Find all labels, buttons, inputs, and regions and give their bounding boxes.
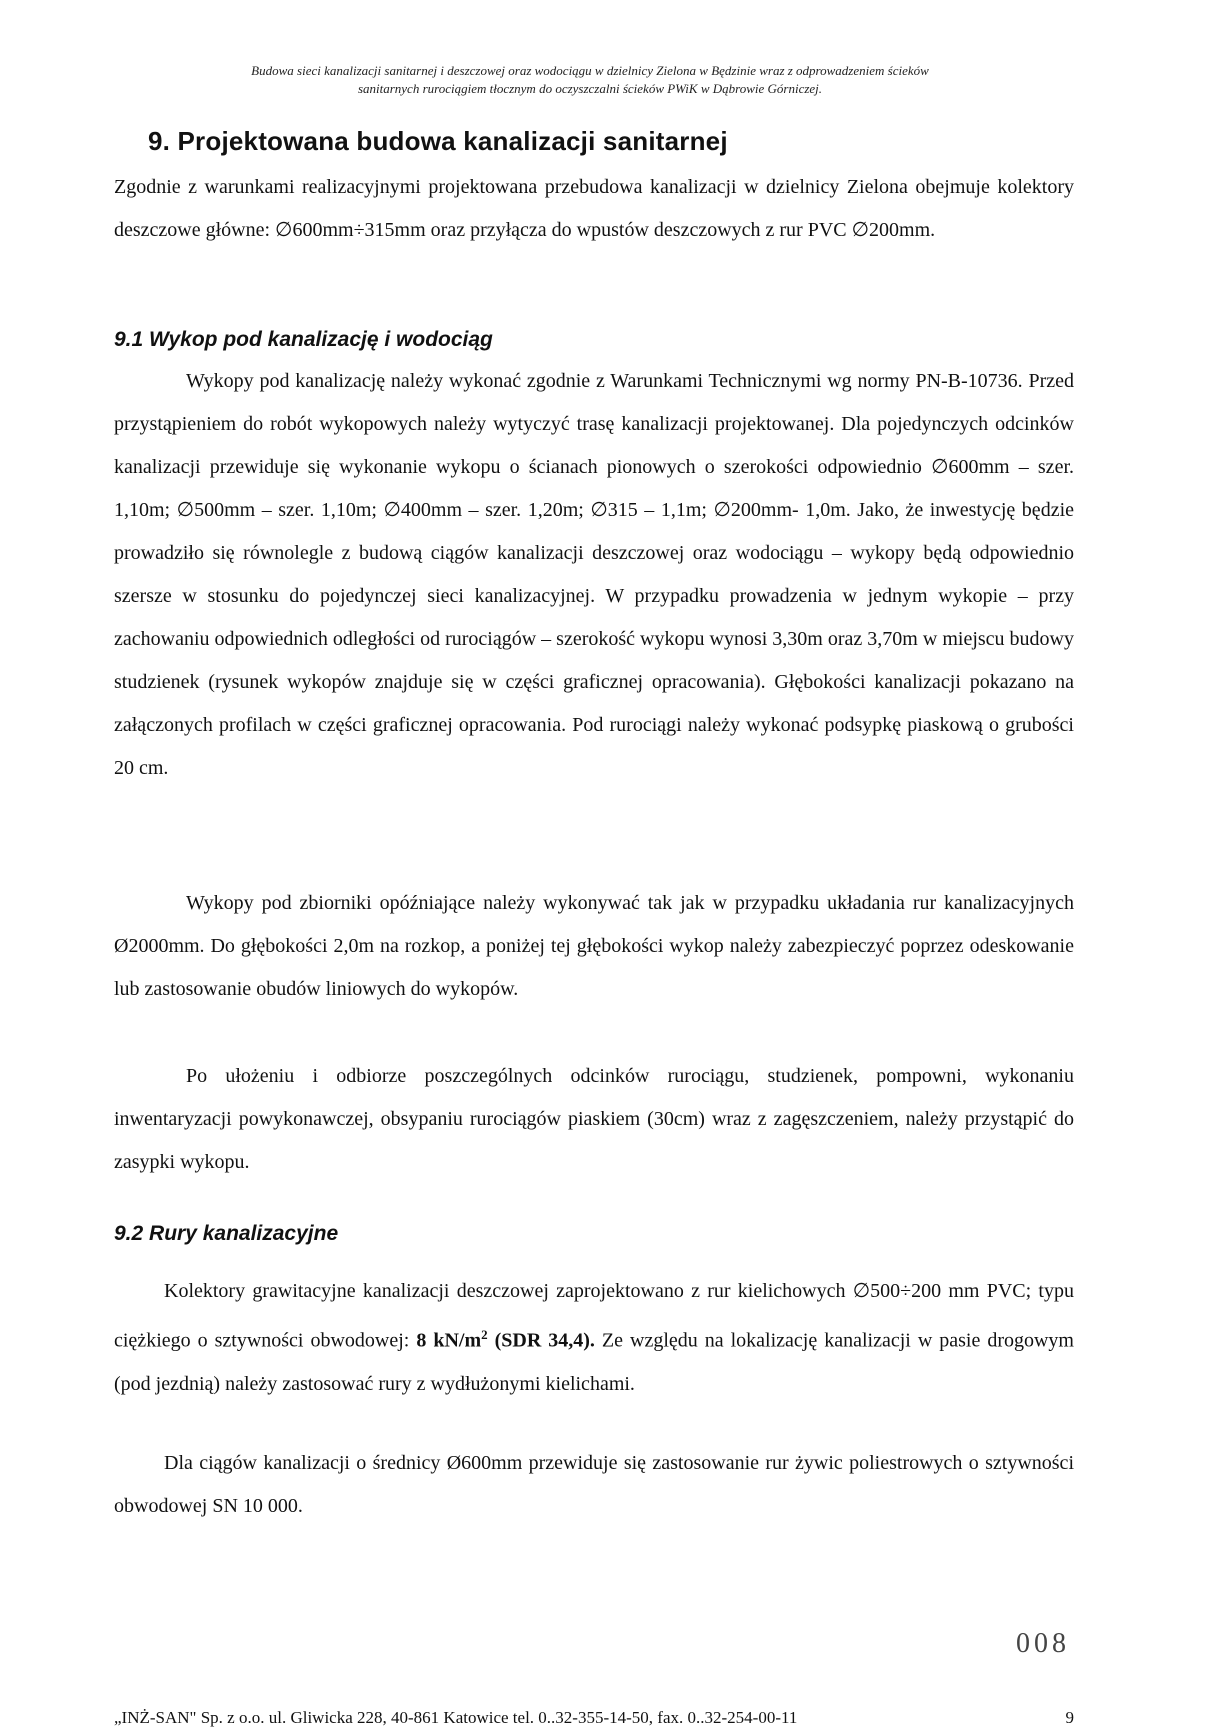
sdr-value: (SDR 34,4). (487, 1329, 595, 1352)
section-9-body: Zgodnie z warunkami realizacyjnymi projektowana przebudowa kanalizacji w dzielnicy Zielona obejmuje kolektory deszczowe główne: ∅600mm÷315mm oraz przyłącza do wpustów deszczowych z rur PVC ∅200mm. (114, 176, 1074, 241)
section-9-2-title: 9.2 Rury kanalizacyjne (114, 1222, 339, 1245)
handwritten-page-stamp: 008 (1016, 1628, 1070, 1659)
pipe-text-end: Ze względu na lokalizację kanalizacji w pasie drogowym (pod jezdnią) należy zastosować rury z wydłużonymi kielichami. (114, 1329, 1074, 1395)
page-footer (114, 1708, 1074, 1728)
section-9-2-paragraph-2: Dla ciągów kanalizacji o średnicy Ø600mm przewiduje się zastosowanie rur żywic poliestrowych o sztywności obwodowej SN 10 000. (114, 1452, 1074, 1517)
section-9-1-paragraph-2: Wykopy pod zbiorniki opóźniające należy wykonywać tak jak w przypadku układania rur kanalizacyjnych Ø2000mm. Do głębokości 2,0m na rozkop, a poniżej tej głębokości wykop należy zabezpieczyć poprzez odeskowanie lub zastosowanie obudów liniowych do wykopów. (114, 892, 1074, 1000)
header-line-1: Budowa sieci kanalizacji sanitarnej i deszczowej oraz wodociągu w dzielnicy Zielona w Będzinie wraz z odprowadzeniem ścieków (251, 63, 929, 78)
pipe-text-start: Kolektory grawitacyjne kanalizacji deszczowej zaprojektowano z rur kielichowych ∅500÷200 mm PVC; typu ciężkiego o sztywności obwodowej: (114, 1280, 1074, 1352)
section-9-1-title: 9.1 Wykop pod kanalizację i wodociąg (114, 328, 493, 351)
header-line-2: sanitarnych rurociągiem tłocznym do oczyszczalni ścieków PWiK w Dąbrowie Górniczej. (357, 81, 823, 96)
section-9-1-paragraph-3: Po ułożeniu i odbiorze poszczególnych odcinków rurociągu, studzienek, pompowni, wykonaniu inwentaryzacji powykonawczej, obsypaniu rurociągów piaskiem (30cm) wraz z zagęszczeniem, należy przystąpić do zasypki wykopu. (114, 1065, 1074, 1173)
stiffness-value: 8 kN/m (416, 1329, 482, 1352)
section-9-2-paragraph-1 (114, 1270, 1074, 1406)
stiffness-superscript: 2 (481, 1327, 488, 1342)
page-number: 9 (1065, 1708, 1074, 1727)
section-9-title: 9. Projektowana budowa kanalizacji sanitarnej (148, 126, 728, 156)
section-9-1-paragraph-1: Wykopy pod kanalizację należy wykonać zgodnie z Warunkami Technicznymi wg normy PN-B-10736. Przed przystąpieniem do robót wykopowych należy wytyczyć trasę kanalizacji projektowanej. Dla pojedynczych odcinków kanalizacji przewiduje się wykonanie wykopu o ścianach pionowych o szerokości odpowiednio ∅600mm – szer. 1,10m; ∅500mm – szer. 1,10m; ∅400mm – szer. 1,20m; ∅315 – 1,1m; ∅200mm- 1,0m. Jako, że inwestycję będzie prowadziło się równolegle z budową ciągów kanalizacji deszczowej oraz wodociągu – wykopy będą odpowiednio szersze w stosunku do pojedynczej sieci kanalizacyjnej. W przypadku prowadzenia w jednym wykopie – przy zachowaniu odpowiednich odległości od rurociągów – szerokość wykopu wynosi 3,30m oraz 3,70m w miejscu budowy studzienek (rysunek wykopów znajduje się w części graficznej opracowania). Głębokości kanalizacji pokazano na załączonych profilach w części graficznej opracowania. Pod rurociągi należy wykonać podsypkę piaskową o grubości 20 cm. (114, 370, 1074, 779)
document-header (120, 62, 1060, 98)
footer-company-info: „INŻ-SAN" Sp. z o.o. ul. Gliwicka 228, 40-861 Katowice tel. 0..32-355-14-50, fax. 0..32-254-00-11 (114, 1708, 798, 1727)
